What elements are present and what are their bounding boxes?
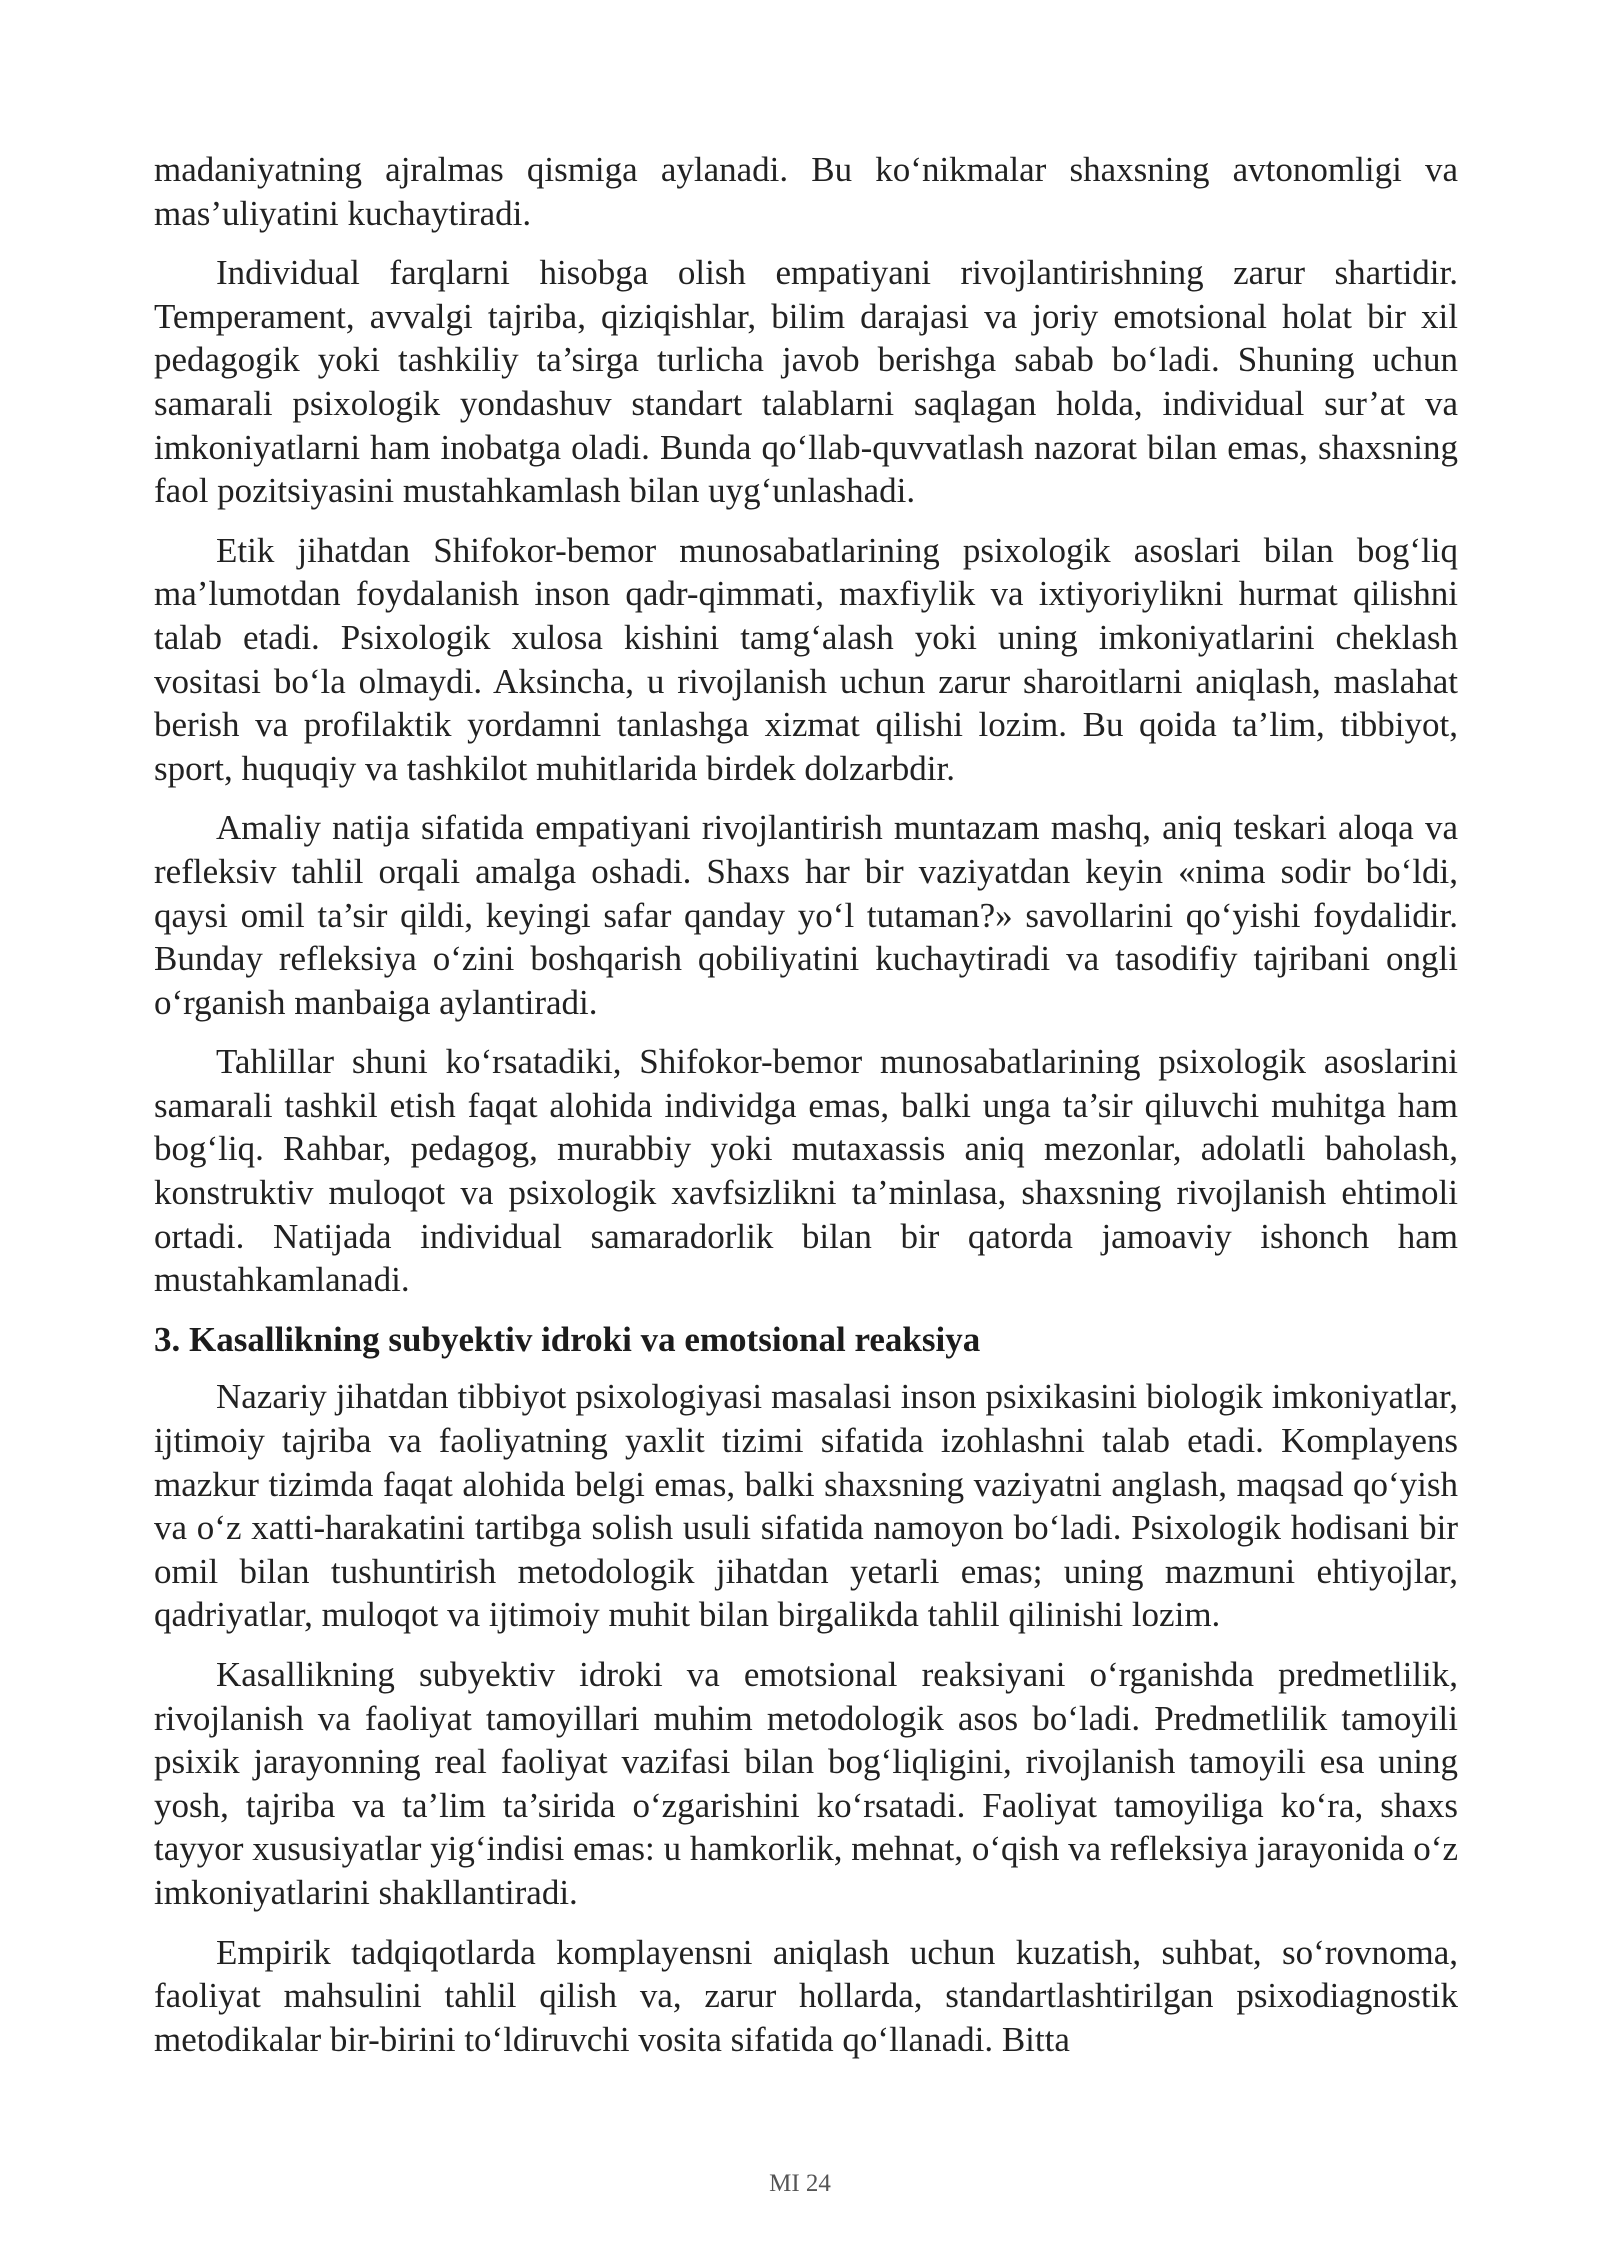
paragraph-practical-result: Amaliy natija sifatida empatiyani rivojlantirish muntazam mashq, aniq teskari aloqa va refleksiv tahlil orqali amalga oshadi. Shaxs har bir vaziyatdan keyin «nima sodir bo‘ldi, qaysi omil ta’sir qildi, keyingi safar qanday yo‘l tutaman?» savollarini qo‘yishi foydalidir. Bunday refleksiya o‘zini boshqarish qobiliyatini kuchaytiradi va tasodifiy tajribani ongli o‘rganish manbaiga aylantiradi. [154, 808, 1458, 1022]
paragraph-individual-differences: Individual farqlarni hisobga olish empatiyani rivojlantirishning zarur shartidir. Temperament, avvalgi tajriba, qiziqishlar, bilim darajasi va joriy emotsional holat bir xil pedagogik yoki tashkiliy ta’sirga turlicha javob berishga sabab bo‘ladi. Shuning uchun samarali psixologik yondashuv standart talablarni saqlagan holda, individual sur’at va imkoniyatlarni ham inobatga oladi. Bunda qo‘llab-quvvatlash nazorat bilan emas, shaxsning faol pozitsiyasini mustahkamlash bilan uyg‘unlashadi. [154, 253, 1458, 511]
paragraph-theory: Nazariy jihatdan tibbiyot psixologiyasi masalasi inson psixikasini biologik imkoniyatlar, ijtimoiy tajriba va faoliyatning yaxlit tizimi sifatida izohlashni talab etadi. Komplayens mazkur tizimda faqat alohida belgi emas, balki shaxsning vaziyatni anglash, maqsad qo‘yish va o‘z xatti-harakatini tartibga solish usuli sifatida namoyon bo‘ladi. Psixologik hodisani bir omil bilan tushuntirish metodologik jihatdan yetarli emas; uning mazmuni ehtiyojlar, qadriyatlar, muloqot va ijtimoiy muhit bilan birgalikda tahlil qilinishi lozim. [154, 1377, 1458, 1635]
paragraph-principles: Kasallikning subyektiv idroki va emotsional reaksiyani o‘rganishda predmetlilik, rivojlanish va faoliyat tamoyillari muhim metodologik asos bo‘ladi. Predmetlilik tamoyili psixik jarayonning real faoliyat vazifasi bilan bog‘liqligini, rivojlanish tamoyili esa uning yosh, tajriba va ta’lim ta’sirida o‘zgarishini ko‘rsatadi. Faoliyat tamoyiliga ko‘ra, shaxs tayyor xususiyatlar yig‘indisi emas: u hamkorlik, mehnat, o‘qish va refleksiya jarayonida o‘z imkoniyatlarini shakllantiradi. [154, 1655, 1458, 1912]
page-number: MI 24 [769, 2170, 831, 2197]
paragraph-ethics: Etik jihatdan Shifokor-bemor munosabatlarining psixologik asoslari bilan bog‘liq ma’lumotdan foydalanish inson qadr-qimmati, maxfiylik va ixtiyoriylikni hurmat qilishni talab etadi. Psixologik xulosa kishini tamg‘alash yoki uning imkoniyatlarini cheklash vositasi bo‘la olmaydi. Aksincha, u rivojlanish uchun zarur sharoitlarni aniqlash, maslahat berish va profilaktik yordamni tanlashga xizmat qilishi lozim. Bu qoida ta’lim, tibbiyot, sport, huquqiy va tashkilot muhitlarida birdek dolzarbdir. [154, 530, 1458, 788]
paragraph-analysis: Tahlillar shuni ko‘rsatadiki, Shifokor-bemor munosabatlarining psixologik asoslarini samarali tashkil etish faqat alohida individga emas, balki unga ta’sir qiluvchi muhitga ham bog‘liq. Rahbar, pedagog, murabbiy yoki mutaxassis aniq mezonlar, adolatli baholash, konstruktiv muloqot va psixologik xavfsizlikni ta’minlasa, shaxsning rivojlanish ehtimoli ortadi. Natijada individual samaradorlik bilan bir qatorda jamoaviy ishonch ham mustahkamlanadi. [154, 1042, 1458, 1300]
paragraph-empirical: Empirik tadqiqotlarda komplayensni aniqlash uchun kuzatish, suhbat, so‘rovnoma, faoliyat mahsulini tahlil qilish va, zarur hollarda, standartlashtirilgan psixodiagnostik metodikalar bir-birini to‘ldiruvchi vosita sifatida qo‘llanadi. Bitta [154, 1932, 1458, 2059]
section-heading: 3. Kasallikning subyektiv idroki va emotsional reaksiya [154, 1319, 981, 1359]
document-page [154, 148, 1458, 2077]
paragraph-continuation: madaniyatning ajralmas qismiga aylanadi. Bu ko‘nikmalar shaxsning avtonomligi va mas’uliyatini kuchaytiradi. [154, 150, 1458, 233]
